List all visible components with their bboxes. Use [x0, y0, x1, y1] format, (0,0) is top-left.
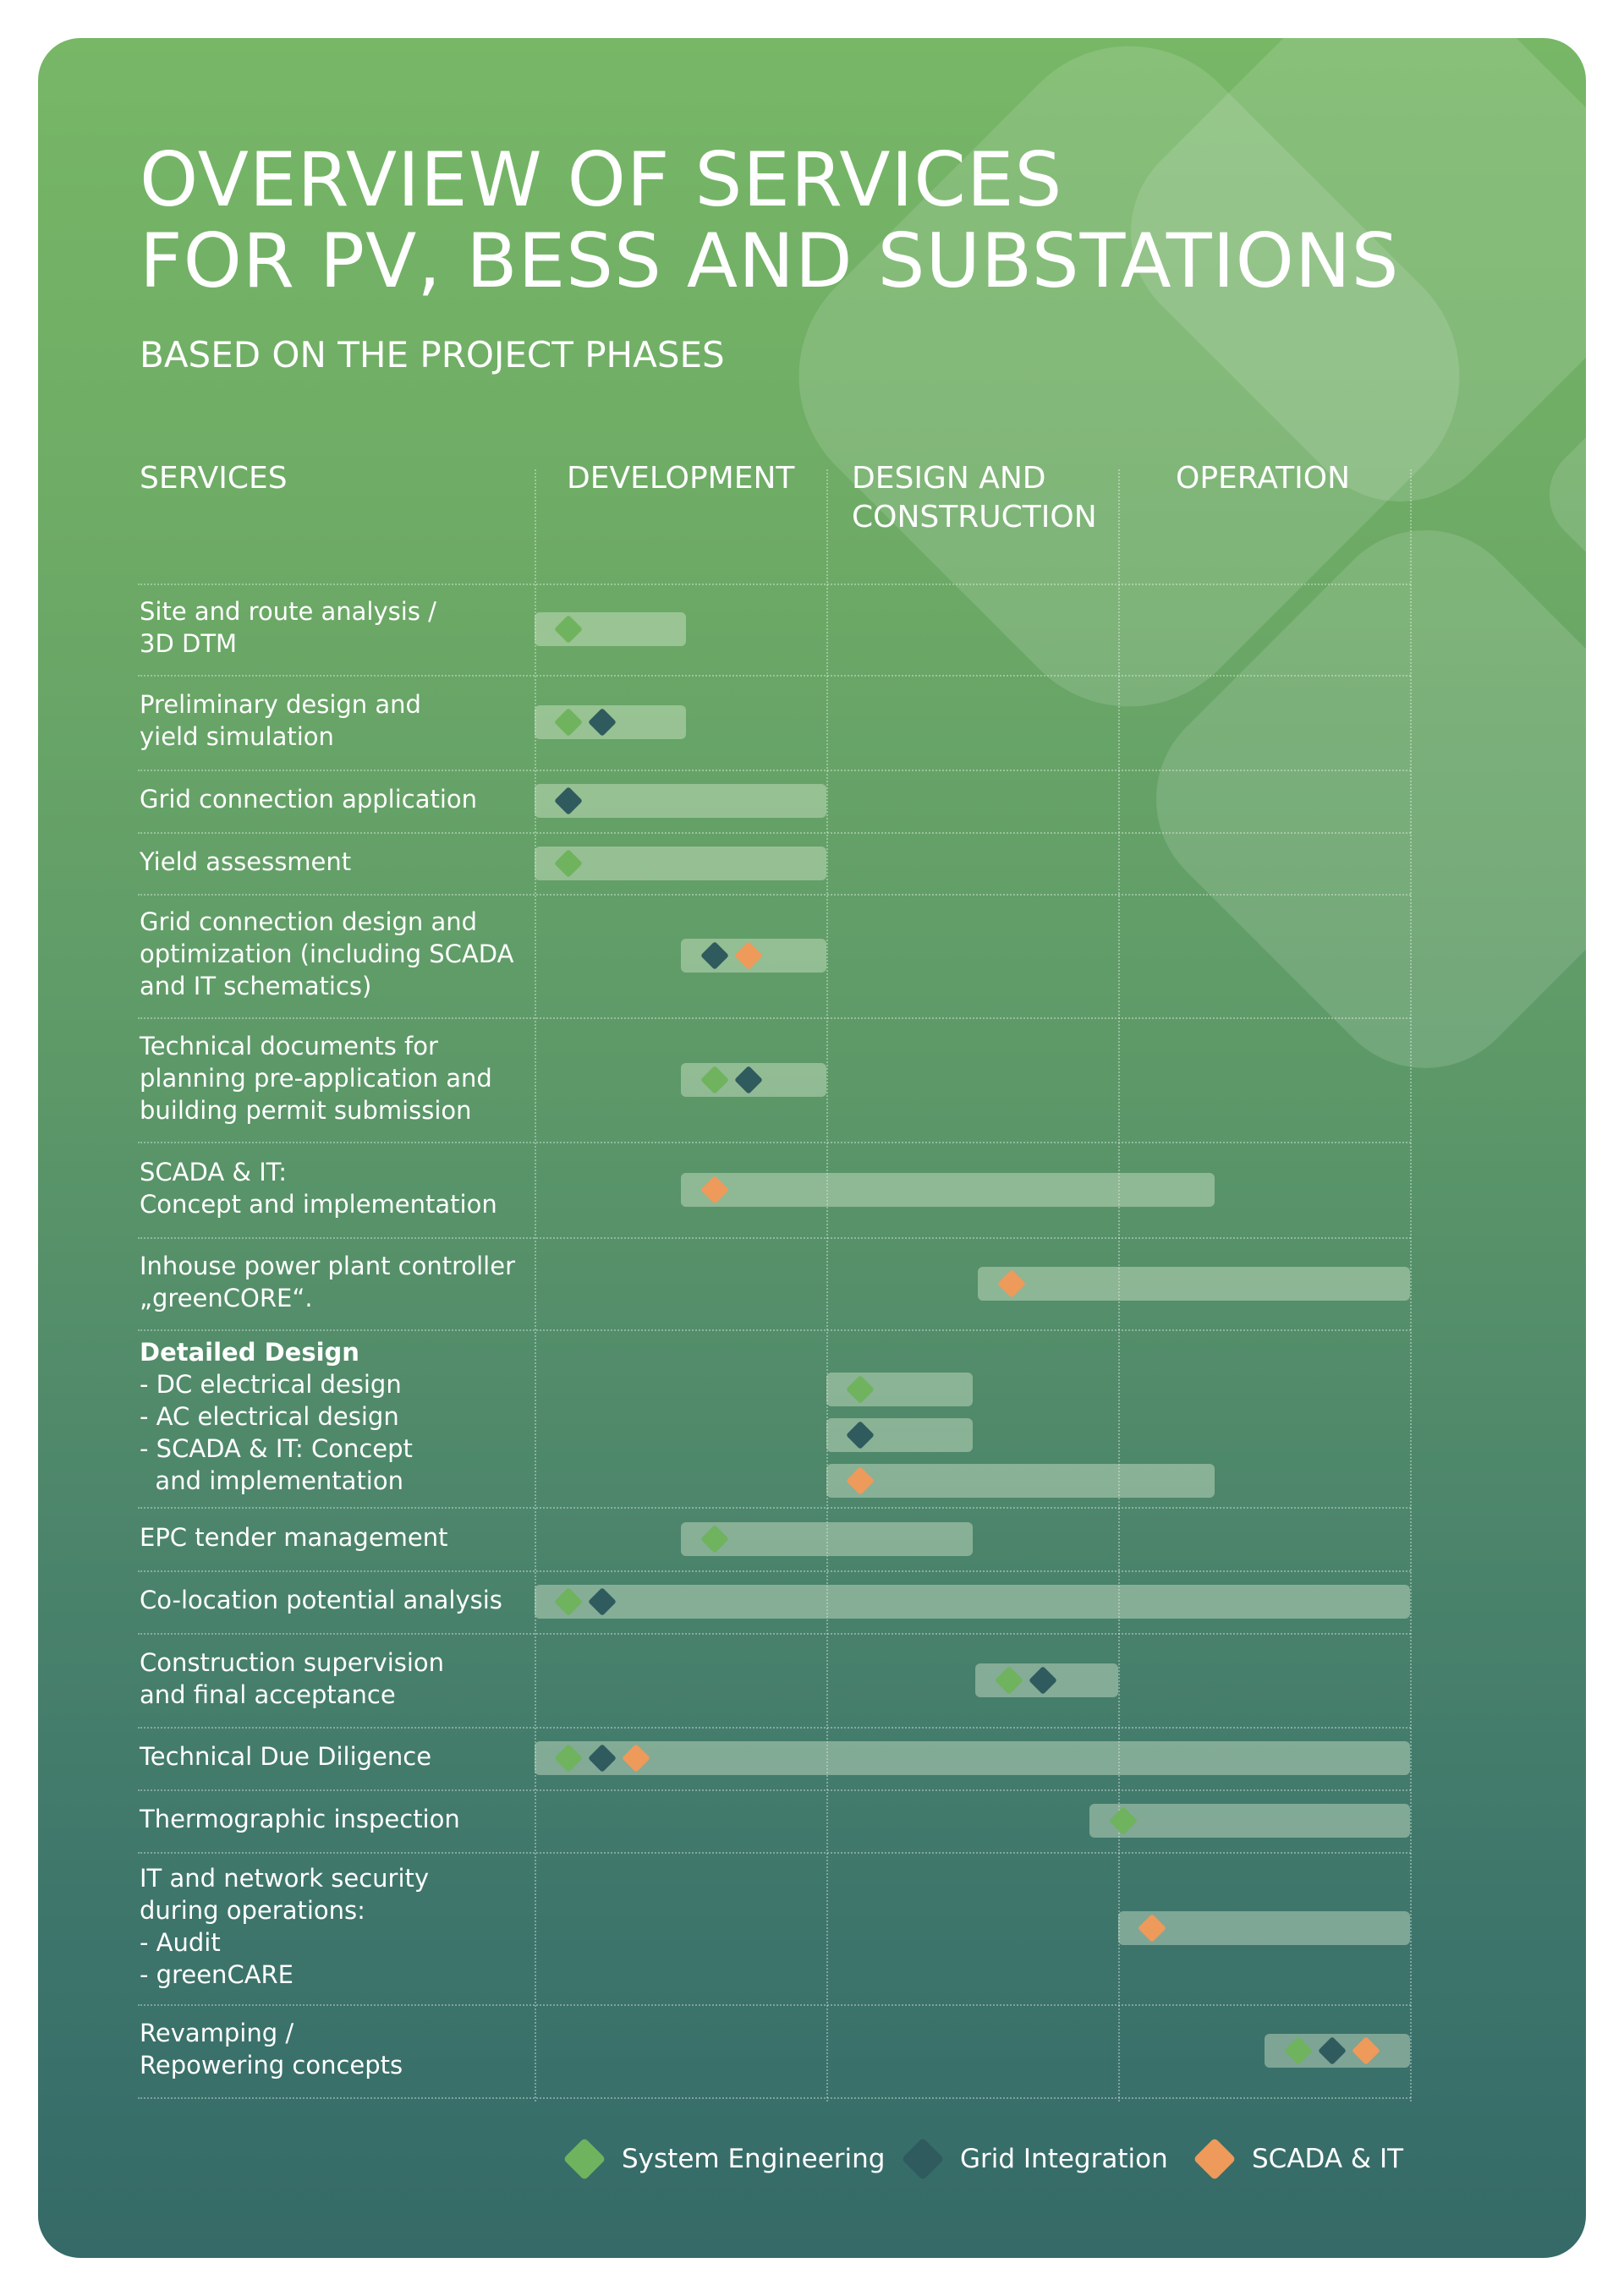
- row-divider-line: [138, 2004, 1411, 2006]
- design-phase-header-line-2: CONSTRUCTION: [852, 500, 1097, 534]
- service-label-grid-app: [140, 783, 477, 815]
- service-label-line: - SCADA & IT: Concept: [140, 1434, 413, 1463]
- service-label-epc: [140, 1521, 448, 1553]
- row-divider-line: [138, 1142, 1411, 1143]
- service-label-line: Grid connection design and: [140, 907, 478, 936]
- service-label-line: Yield assessment: [140, 847, 352, 876]
- page-title-line-1: OVERVIEW OF SERVICES: [140, 136, 1063, 223]
- service-label-line: Site and route analysis /: [140, 597, 436, 626]
- row-divider-line: [138, 832, 1411, 834]
- service-label-line: - AC electrical design: [140, 1402, 399, 1431]
- service-label-tdd: [140, 1740, 431, 1773]
- phase-bar-ppc: [978, 1267, 1410, 1301]
- phase-divider-line: [1410, 469, 1412, 2101]
- service-label-line: during operations:: [140, 1896, 365, 1925]
- service-label-yield: [140, 846, 351, 878]
- row-divider-line: [138, 770, 1411, 771]
- service-label-line: SCADA & IT:: [140, 1157, 288, 1186]
- service-label-line: Revamping /: [140, 2019, 294, 2047]
- service-label-site: [140, 595, 436, 660]
- row-divider-line: [138, 2097, 1411, 2099]
- row-divider-line: [138, 1329, 1411, 1331]
- overview-card: [38, 38, 1586, 2258]
- service-label-revamp: [140, 2017, 403, 2081]
- service-label-line: Concept and implementation: [140, 1189, 497, 1219]
- service-label-line: Technical documents for: [140, 1031, 438, 1060]
- service-label-itsec: [140, 1862, 429, 1991]
- service-label-line: yield simulation: [140, 722, 334, 751]
- phase-bar-thermo: [1089, 1804, 1411, 1838]
- service-label-line: and IT schematics): [140, 972, 372, 1000]
- service-label-line: and implementation: [140, 1466, 403, 1495]
- service-label-line: - DC electrical design: [140, 1370, 402, 1399]
- row-divider-line: [138, 584, 1411, 585]
- service-label-detailed: [140, 1336, 413, 1497]
- row-divider-line: [138, 1789, 1411, 1791]
- service-label-line: EPC tender management: [140, 1522, 448, 1552]
- phase-bar-tdd: [535, 1741, 1410, 1775]
- service-label-line: Grid connection application: [140, 785, 478, 814]
- service-label-line: Detailed Design: [140, 1338, 359, 1367]
- phase-bar-colocation: [535, 1585, 1410, 1619]
- service-label-line: Repowering concepts: [140, 2051, 403, 2080]
- page-subtitle: BASED ON THE PROJECT PHASES: [140, 334, 725, 375]
- service-label-line: - Audit: [140, 1928, 221, 1957]
- service-label-line: Construction supervision: [140, 1647, 445, 1677]
- service-label-colocation: [140, 1584, 502, 1616]
- phase-bar-scada: [681, 1173, 1215, 1207]
- phase-bar-detailed: [826, 1464, 1215, 1498]
- service-label-tech-docs: [140, 1030, 492, 1126]
- row-divider-line: [138, 1727, 1411, 1729]
- row-divider-line: [138, 894, 1411, 896]
- services-column-header: SERVICES: [140, 461, 288, 496]
- service-label-line: IT and network security: [140, 1864, 430, 1893]
- legend-label: SCADA & IT: [1252, 2144, 1404, 2174]
- row-divider-line: [138, 1852, 1411, 1854]
- service-label-grid-design: [140, 906, 513, 1002]
- row-divider-line: [138, 1633, 1411, 1635]
- service-label-ppc: [140, 1250, 515, 1314]
- service-label-construction: [140, 1647, 444, 1711]
- row-divider-line: [138, 1017, 1411, 1019]
- development-phase-header: DEVELOPMENT: [567, 461, 795, 496]
- legend-label: Grid Integration: [960, 2144, 1168, 2174]
- service-label-line: and final acceptance: [140, 1680, 396, 1709]
- operation-phase-header: OPERATION: [1176, 461, 1351, 496]
- service-label-line: Technical Due Diligence: [140, 1742, 432, 1771]
- service-label-line: „greenCORE“.: [140, 1283, 313, 1312]
- service-label-prelim: [140, 688, 421, 753]
- row-divider-line: [138, 1570, 1411, 1572]
- service-label-line: Preliminary design and: [140, 690, 421, 719]
- design-phase-header: [852, 459, 1097, 537]
- phase-divider-line: [826, 469, 828, 2101]
- legend-label: System Engineering: [622, 2144, 886, 2174]
- row-divider-line: [138, 1237, 1411, 1239]
- service-label-scada: [140, 1156, 497, 1220]
- service-label-line: Thermographic inspection: [140, 1805, 460, 1833]
- service-label-line: Inhouse power plant controller: [140, 1251, 516, 1280]
- page-title-line-2: FOR PV, BESS AND SUBSTATIONS: [140, 217, 1400, 304]
- service-label-line: 3D DTM: [140, 629, 238, 658]
- service-label-line: optimization (including SCADA: [140, 940, 514, 968]
- design-phase-header-line-1: DESIGN AND: [852, 461, 1046, 496]
- row-divider-line: [138, 1507, 1411, 1509]
- row-divider-line: [138, 675, 1411, 677]
- service-label-line: - greenCARE: [140, 1960, 294, 1989]
- service-label-thermo: [140, 1803, 460, 1835]
- service-label-line: Co-location potential analysis: [140, 1586, 502, 1614]
- service-label-line: planning pre-application and: [140, 1063, 492, 1093]
- service-label-line: building permit submission: [140, 1095, 472, 1125]
